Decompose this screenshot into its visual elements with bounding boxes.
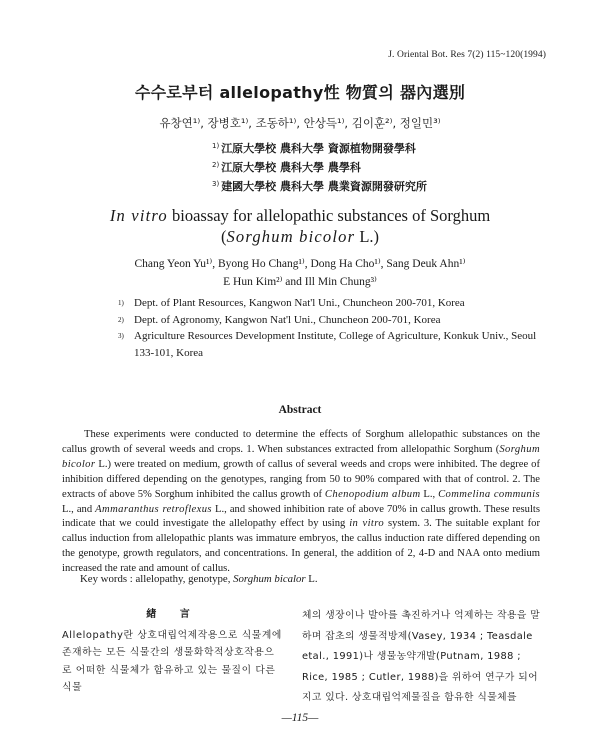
keywords: Key words : allelopathy, genotype, Sorghum bicalor L. [80,573,318,585]
korean-affiliation-2: $^{2)}$ 江原大學校 農科大學 農學科 [212,161,361,174]
english-affiliation-3: 3) Agriculture Resources Development Institute, College of Agriculture, Konkuk Univ., Seoul 133-101, Korea [118,330,537,359]
introduction-right-column: 체의 생장이나 발아를 촉진하거나 억제하는 작용을 말하며 잡초의 생물적방제(Vasey, 1934 ; Teasdale etal., 1991)나 생물농약개발(Putnam, 1988 ; Rice, 1985 ; Cutler, 1988)을 위하여 연구가 되어지고 있다. 상호대립억제물질을 함유한 식물체를 [302,610,541,703]
english-authors: Chang Yeon Yu¹⁾, Byong Ho Chang¹⁾, Dong Ha Cho¹⁾, Sang Deuk Ahn¹⁾ E Hun Kim²⁾ and Ill Min Chung³⁾ [134,258,466,288]
english-affiliations [118,295,538,361]
abstract-body: These experiments were conducted to determine the effects of Sorghum allelopathic substances on the callus growth of several weeds and crops. 1. When substances extracted from allelopathic Sorghum (Sorghum bicolor L.) were treated on medium, growth of callus of several weeds and crops were inhibited. The degree of inhibition differed depending on the genotypes, ranging from 50 to 90% compared with that of control. 2. The extracts of above 5% Sorghum inhibited the callus growth of Chenopodium album L., Commelina communis L., and Ammaranthus retroflexus L., and showed inhibition rate of above 70% in callus growth. These results indicate that we could investigate the allelopathy effect by using in vitro system. 3. The suitable explant for callus induction from allelopathic plants was immature embryos, the callus induction rate differed depending on the genotype, growth regulators, and concentrations. In general, the addition of 2, 4-D and NAA onto medium increased the rate and amount of callus. [62,429,540,575]
english-affiliation-2: 2) Dept. of Agronomy, Kangwon Nat'l Uni., Chuncheon 200-701, Korea [118,313,441,326]
introduction-paragraph: Allelopathy란 상호대립억제작용으로 식물계에 존재하는 모든 식물간의 생물화학적상호작용으로 어떠한 식물체가 함유하고 있는 물질이 다른 식물 [62,629,282,693]
abstract-heading: Abstract [278,404,322,416]
korean-title: 수수로부터 allelopathy性 物質의 器內選別 [134,83,466,102]
english-affiliation-1: 1) Dept. of Plant Resources, Kangwon Nat'l Uni., Chuncheon 200-701, Korea [118,297,465,309]
korean-affiliations [212,138,427,195]
korean-affiliation-3: $^{3)}$ 建國大學校 農科大學 農業資源開發研究所 [212,180,427,193]
introduction-heading: 緖 言 [146,609,200,620]
introduction-left-column [62,606,284,697]
english-title: In vitro bioassay for allelopathic substances of Sorghum (Sorghum bicolor L.) [109,206,491,246]
korean-affiliation-1: $^{1)}$ 江原大學校 農科大學 資源植物開發學科 [212,142,416,155]
page-number: —115— [281,712,319,724]
korean-authors: 유창연¹⁾, 장병호¹⁾, 조동하¹⁾, 안상득¹⁾, 김이훈²⁾, 정일민³⁾ [159,116,441,130]
journal-reference: J. Oriental Bot. Res 7(2) 115~120(1994) [388,50,546,60]
